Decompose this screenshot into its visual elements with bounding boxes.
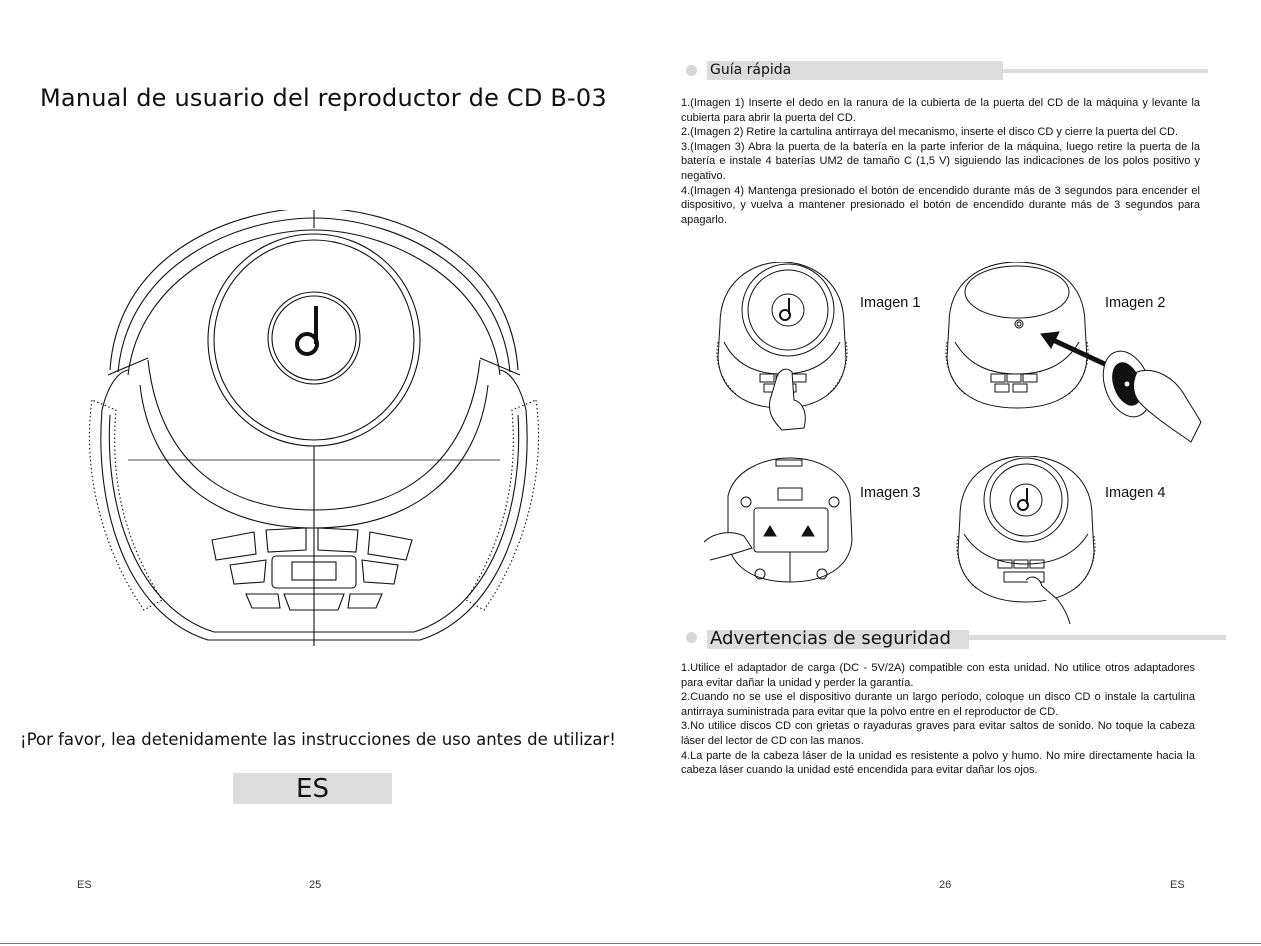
footer-language: ES [77,879,92,891]
footer-language: ES [1170,879,1185,891]
figure-label-3: Imagen 3 [860,485,921,501]
step-2: 2.(Imagen 2) Retire la cartulina antirraya del mecanismo, inserte el disco CD y cierre la puerta del CD. [681,126,1179,139]
figure-label-4: Imagen 4 [1105,485,1166,501]
step-4: 4.(Imagen 4) Mantenga presionado el botón de encendido durante más de 3 segundos para encender el dispositivo, y vuelva a mantener presionado el botón de encendido durante más de 3 segundos para apagarlo. [681,184,1200,226]
safety-items [681,661,1195,778]
quick-guide-heading-bar [682,61,1212,81]
safety-item-3: 3.No utilice discos CD con grietas o rayaduras graves para evitar saltos de sonido. No toque la cabeza láser del lector de CD con las manos. [681,720,1195,747]
cd-player-illustration [88,210,540,650]
figure-2-illustration [945,262,1235,462]
figure-label-2: Imagen 2 [1105,295,1166,311]
safety-item-1: 1.Utilice el adaptador de carga (DC - 5V/2A) compatible con esta unidad. No utilice otros adaptadores para evitar dañar la unidad y perder la garantía. [681,662,1195,689]
page-number: 26 [939,879,952,891]
reminder-text: ¡Por favor, lea detenidamente las instrucciones de uso antes de utilizar! [20,730,616,749]
safety-heading: Advertencias de seguridad [710,628,951,649]
safety-item-4: 4.La parte de la cabeza láser de la unidad es resistente a polvo y humo. No mire directamente hacia la cabeza láser cuando la unidad esté encendida para evitar dañar los ojos. [681,749,1195,777]
bullet-dot [686,65,697,76]
manual-title: Manual de usuario del reproductor de CD B-03 [40,84,607,112]
page-number: 25 [309,879,322,891]
figure-3-illustration [704,456,854,596]
bottom-border [0,943,1261,944]
quick-guide-heading: Guía rápida [710,62,792,78]
figure-label-1: Imagen 1 [860,295,921,311]
figure-1-illustration [712,262,852,432]
right-page [630,0,1261,946]
safety-item-2: 2.Cuando no se use el dispositivo durante un largo período, coloque un disco CD o instale la cartulina antirraya suministrada para evitar que la polvo entre en el reproductor de CD. [681,691,1195,718]
language-badge: ES [233,773,392,804]
heading-rule [1000,69,1208,73]
step-1: 1.(Imagen 1) Inserte el dedo en la ranura de la cubierta de la puerta del CD de la máquina y levante la cubierta para abrir la puerta del CD. [681,97,1200,124]
figure-4-illustration [954,456,1104,626]
bullet-dot [686,632,697,643]
heading-rule [968,635,1226,640]
quick-guide-steps [681,96,1200,227]
safety-heading-bar [682,628,1232,648]
left-page [0,0,630,946]
step-3: 3.(Imagen 3) Abra la puerta de la batería en la parte inferior de la máquina, luego retire la puerta de la batería e instale 4 baterías UM2 de tamaño C (1,5 V) siguiendo las indicaciones de los polos positivo y negativo. [681,140,1200,182]
